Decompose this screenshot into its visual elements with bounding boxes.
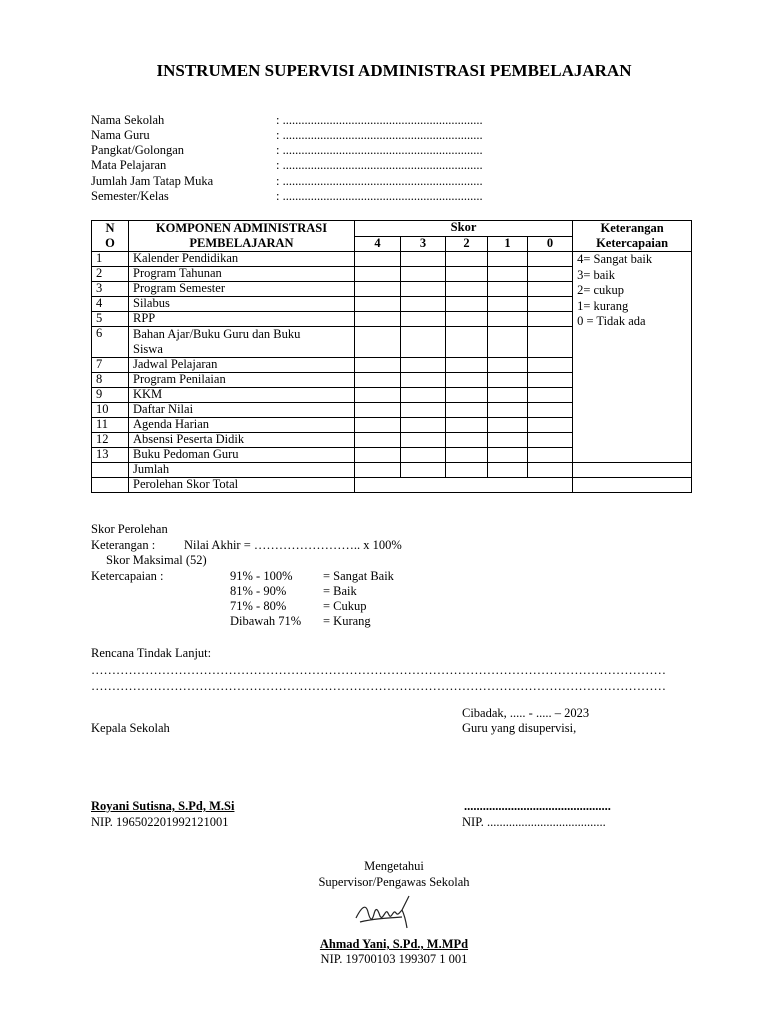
score-cell[interactable] [401,358,446,373]
score-cell[interactable] [528,463,573,478]
score-cell[interactable] [528,267,573,282]
score-col-header: 0 [528,237,573,252]
supervisor-nip: NIP. 19700103 199307 1 001 [320,952,468,966]
score-cell[interactable] [355,312,401,327]
perolehan-row [92,478,692,493]
identity-label: Jumlah Jam Tatap Muka [91,174,214,188]
score-cell[interactable] [488,358,528,373]
score-cell[interactable] [355,252,401,267]
score-cell[interactable] [401,433,446,448]
score-cell[interactable] [528,388,573,403]
legend-item: 2= cukup [577,283,625,297]
score-cell[interactable] [446,388,488,403]
score-col-header: 2 [446,237,488,252]
row-no: 13 [92,448,129,463]
score-cell[interactable] [401,282,446,297]
row-no: 5 [92,312,129,327]
score-cell[interactable] [488,448,528,463]
jumlah-row [92,463,692,478]
score-cell[interactable] [488,327,528,358]
score-cell[interactable] [355,282,401,297]
score-cell[interactable] [355,463,401,478]
row-no: 8 [92,373,129,388]
score-cell[interactable] [446,448,488,463]
score-cell[interactable] [401,388,446,403]
score-cell[interactable] [446,403,488,418]
score-cell[interactable] [401,403,446,418]
guru-label: Guru yang disupervisi, [462,721,577,735]
score-cell[interactable] [528,297,573,312]
row-component: Program Penilaian [129,373,355,388]
identity-value: : ................................................................ [276,158,483,172]
score-cell[interactable] [528,373,573,388]
total-score-cell[interactable] [355,478,573,493]
legend-cell [573,252,692,463]
score-col-header: 1 [488,237,528,252]
score-cell[interactable] [355,433,401,448]
jumlah-label: Jumlah [129,463,355,478]
supervisor-name: Ahmad Yani, S.Pd., M.MPd [319,937,469,951]
score-cell[interactable] [488,297,528,312]
score-cell[interactable] [401,252,446,267]
score-cell[interactable] [446,282,488,297]
score-cell[interactable] [528,282,573,297]
score-cell[interactable] [488,282,528,297]
row-component [129,327,355,358]
kepala-sekolah-nip: NIP. 196502201992121001 [91,815,229,829]
score-cell[interactable] [401,267,446,282]
signature-image [352,892,416,932]
score-cell[interactable] [528,358,573,373]
score-cell[interactable] [488,433,528,448]
row-component: Silabus [129,297,355,312]
supervision-table [91,220,692,493]
score-cell[interactable] [528,403,573,418]
row-component: KKM [129,388,355,403]
score-cell[interactable] [488,312,528,327]
score-cell[interactable] [446,327,488,358]
row-no: 11 [92,418,129,433]
identity-value: : ................................................................ [276,174,483,188]
header-no-line: O [105,236,115,250]
header-ket-line: Ketercapaian [596,236,669,250]
header-skor: Skor [355,221,573,237]
supervisor-label: Supervisor/Pengawas Sekolah [318,875,470,889]
kepala-sekolah-name: Royani Sutisna, S.Pd, M.Si [91,799,235,813]
score-cell[interactable] [446,463,488,478]
level-range: Dibawah 71% [230,614,302,628]
level-desc: = Baik [323,584,357,598]
row-component: Program Semester [129,282,355,297]
score-cell[interactable] [401,373,446,388]
row-component: Program Tahunan [129,267,355,282]
row-no: 6 [92,327,129,358]
row-no: 3 [92,282,129,297]
row-no: 12 [92,433,129,448]
legend-item: 3= baik [577,267,616,282]
score-cell[interactable] [488,403,528,418]
score-cell[interactable] [446,252,488,267]
score-cell[interactable] [401,463,446,478]
score-cell[interactable] [488,463,528,478]
legend-item: 1= kurang [577,298,629,313]
score-cell[interactable] [488,267,528,282]
keterangan-label: Keterangan : [91,538,156,552]
row-component: Agenda Harian [129,418,355,433]
skor-maksimal: Skor Maksimal (52) [106,553,207,567]
rencana-line[interactable]: ………………………………………………………………………………………………………………………… [91,663,666,677]
level-desc: = Sangat Baik [323,569,394,583]
header-ket-line: Keterangan [600,221,664,235]
row-component: RPP [129,312,355,327]
guru-name-blank[interactable]: ............................................... [464,799,611,813]
identity-label: Pangkat/Golongan [91,143,185,157]
legend-item: 4= Sangat baik [577,252,653,266]
guru-nip: NIP. ...................................... [462,815,606,829]
score-cell[interactable] [528,312,573,327]
legend-item: 0 = Tidak ada [577,314,646,328]
score-cell[interactable] [488,252,528,267]
score-cell[interactable] [446,358,488,373]
header-component-line: PEMBELAJARAN [189,236,294,250]
score-cell[interactable] [446,297,488,312]
score-cell[interactable] [488,373,528,388]
score-cell[interactable] [528,418,573,433]
place-date: Cibadak, ..... - ..... – 2023 [462,706,590,720]
nilai-akhir-formula: Nilai Akhir = …………………….. x 100% [184,538,402,552]
score-cell[interactable] [401,448,446,463]
row-no: 9 [92,388,129,403]
row-component-line: Bahan Ajar/Buku Guru dan Buku [133,327,301,341]
level-range: 71% - 80% [230,599,287,613]
score-cell[interactable] [401,312,446,327]
row-component: Buku Pedoman Guru [129,448,355,463]
score-cell[interactable] [401,297,446,312]
level-range: 91% - 100% [230,569,293,583]
legend-cell [573,463,692,478]
level-range: 81% - 90% [230,584,287,598]
ketercapaian-label: Ketercapaian : [91,569,164,583]
identity-value: : ................................................................ [276,113,483,127]
score-cell[interactable] [355,327,401,358]
rencana-line[interactable]: ………………………………………………………………………………………………………………………… [91,679,666,693]
perolehan-label: Perolehan Skor Total [129,478,355,493]
header-no [92,221,129,252]
score-cell[interactable] [355,373,401,388]
row-component: Daftar Nilai [129,403,355,418]
row-no: 4 [92,297,129,312]
score-cell[interactable] [528,327,573,358]
identity-value: : ................................................................ [276,128,483,142]
level-desc: = Kurang [323,614,371,628]
score-cell[interactable] [355,358,401,373]
level-desc: = Cukup [323,599,367,613]
score-cell[interactable] [446,373,488,388]
row-component: Absensi Peserta Didik [129,433,355,448]
score-cell[interactable] [355,418,401,433]
legend-cell [573,478,692,493]
score-cell[interactable] [355,388,401,403]
skor-perolehan-label: Skor Perolehan [91,522,168,536]
row-no [92,463,129,478]
header-component-line: KOMPONEN ADMINISTRASI [155,221,328,235]
row-component: Kalender Pendidikan [129,252,355,267]
score-cell[interactable] [355,267,401,282]
score-cell[interactable] [488,418,528,433]
header-component [129,221,355,252]
score-cell[interactable] [528,252,573,267]
row-no: 2 [92,267,129,282]
score-cell[interactable] [401,418,446,433]
score-cell[interactable] [446,433,488,448]
row-no: 1 [92,252,129,267]
score-cell[interactable] [528,448,573,463]
row-component: Jadwal Pelajaran [129,358,355,373]
identity-label: Semester/Kelas [91,189,169,203]
table-row [92,252,692,267]
identity-label: Nama Sekolah [91,113,165,127]
score-cell[interactable] [355,297,401,312]
row-no: 10 [92,403,129,418]
score-cell[interactable] [528,433,573,448]
row-no: 7 [92,358,129,373]
row-component-line: Siswa [133,342,163,356]
score-cell[interactable] [401,327,446,358]
page-title: INSTRUMEN SUPERVISI ADMINISTRASI PEMBELAJARAN [156,61,632,80]
score-col-header: 3 [401,237,446,252]
score-cell[interactable] [446,267,488,282]
kepala-sekolah-label: Kepala Sekolah [91,721,170,735]
score-cell[interactable] [355,403,401,418]
identity-label: Nama Guru [91,128,150,142]
header-keterangan [573,221,692,252]
identity-value: : ................................................................ [276,143,483,157]
row-no [92,478,129,493]
score-cell[interactable] [446,312,488,327]
header-no-line: N [105,221,115,235]
score-cell[interactable] [446,418,488,433]
mengetahui-label: Mengetahui [364,859,424,873]
score-col-header: 4 [355,237,401,252]
identity-value: : ................................................................ [276,189,483,203]
score-cell[interactable] [355,448,401,463]
score-cell[interactable] [488,388,528,403]
rencana-label: Rencana Tindak Lanjut: [91,646,212,660]
identity-label: Mata Pelajaran [91,158,167,172]
